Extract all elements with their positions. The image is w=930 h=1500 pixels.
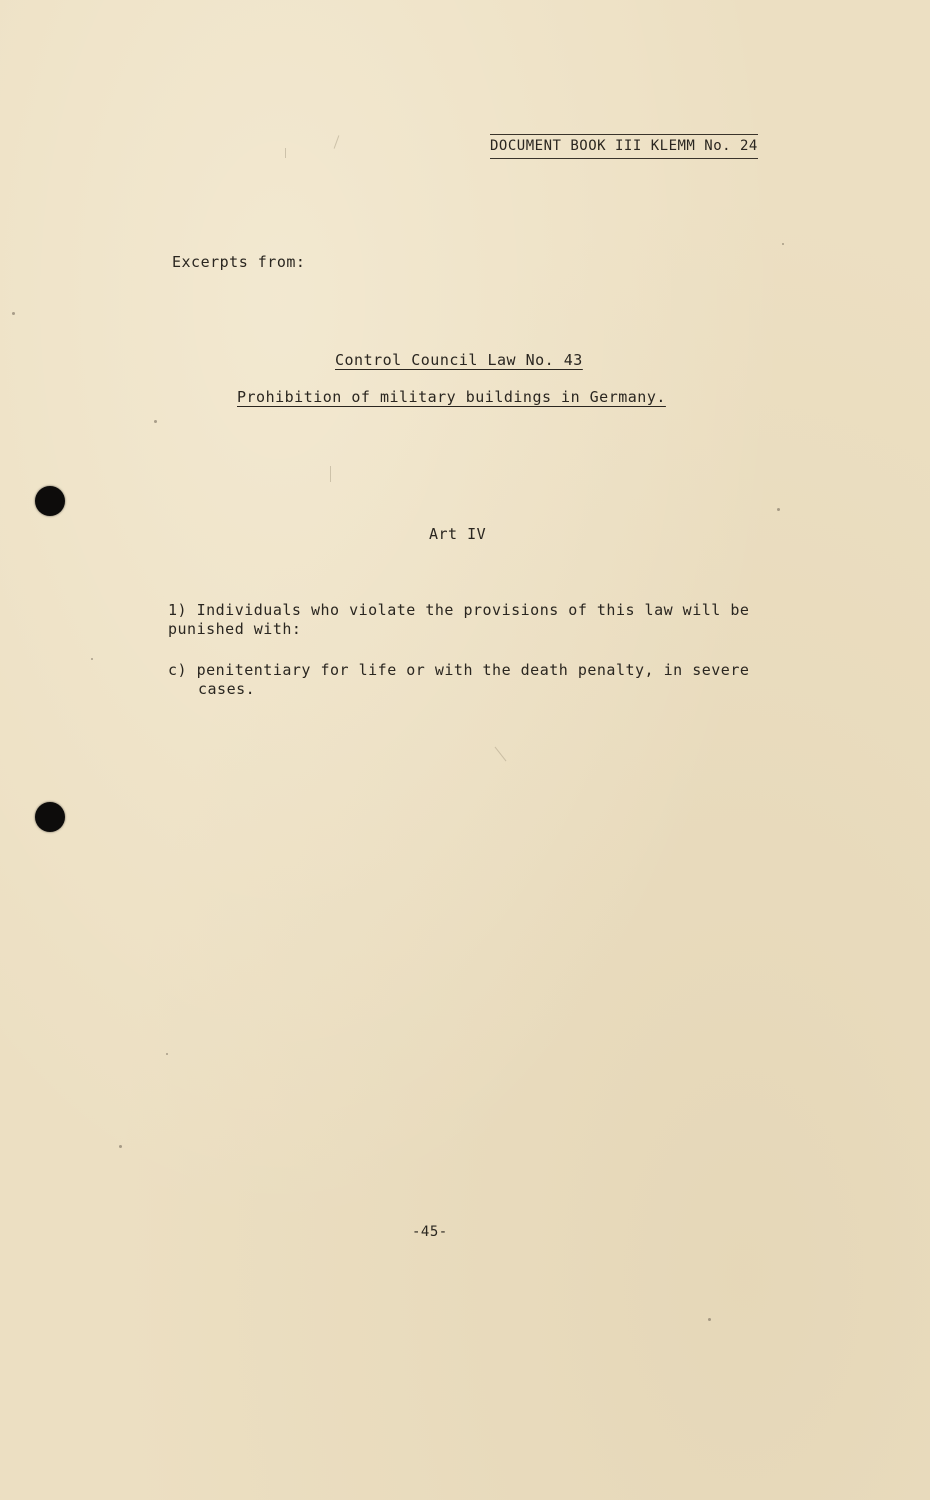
paper-streak: [330, 466, 331, 482]
paragraph-2-line-1: c) penitentiary for life or with the death penalty, in severe: [168, 661, 750, 679]
punch-hole-bottom: [35, 802, 65, 832]
punch-hole-top: [35, 486, 65, 516]
document-reference-header: DOCUMENT BOOK III KLEMM No. 24: [490, 134, 758, 159]
paper-speck: [777, 508, 780, 511]
paper-speck: [12, 312, 15, 315]
law-title: Control Council Law No. 43: [335, 351, 583, 369]
paper-speck: [119, 1145, 122, 1148]
paper-streak: [285, 148, 286, 158]
paragraph-1-line-1: 1) Individuals who violate the provisions of this law will be: [168, 601, 750, 619]
paper-streak: [334, 135, 340, 148]
page-number: -45-: [412, 1224, 448, 1240]
article-heading: Art IV: [429, 525, 487, 543]
excerpts-intro: Excerpts from:: [172, 253, 306, 271]
paper-speck: [154, 420, 157, 423]
paper-streak: [495, 747, 507, 762]
paper-speck: [708, 1318, 711, 1321]
paragraph-2-line-2: cases.: [198, 680, 256, 698]
paper-speck: [166, 1053, 168, 1055]
paragraph-1-line-2: punished with:: [168, 620, 302, 638]
paper-speck: [782, 243, 784, 245]
law-subtitle: Prohibition of military buildings in Germany.: [237, 388, 666, 406]
paper-speck: [91, 658, 93, 660]
